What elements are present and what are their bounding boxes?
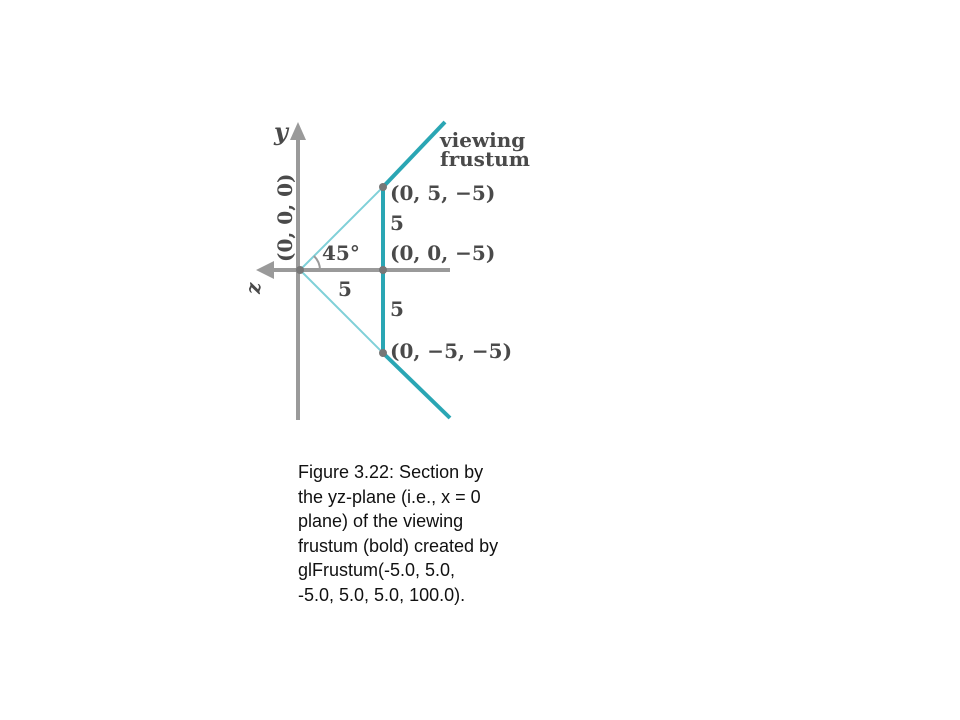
frustum-section-diagram — [240, 110, 560, 430]
angle-label: 45° — [322, 241, 360, 265]
angle-arc — [314, 256, 320, 270]
mid-point-label: (0, 0, −5) — [390, 241, 496, 265]
caption-line: glFrustum(-5.0, 5.0, — [298, 560, 456, 580]
horizontal-length-label: 5 — [338, 277, 352, 301]
origin-label: (0, 0, 0) — [273, 173, 297, 262]
top-point — [379, 183, 387, 191]
caption-line: Figure 3.22: Section by — [298, 462, 484, 482]
caption-line: the yz-plane (i.e., x = 0 — [298, 486, 481, 507]
frustum-label-line2: frustum — [440, 147, 530, 171]
bottom-point — [379, 349, 387, 357]
z-axis-label: z — [241, 282, 265, 294]
caption-line: frustum (bold) created by — [298, 535, 499, 556]
frustum-upper-bold-edge — [383, 122, 445, 187]
mid-point — [379, 266, 387, 274]
caption-line: -5.0, 5.0, 5.0, 100.0). — [298, 584, 466, 605]
lower-length-label: 5 — [390, 297, 404, 321]
bottom-point-label: (0, −5, −5) — [390, 339, 513, 363]
caption-line: plane) of the viewing — [298, 511, 464, 531]
y-axis-label: y — [274, 117, 288, 146]
top-point-label: (0, 5, −5) — [390, 181, 496, 205]
frustum-label-line1: viewing — [440, 128, 526, 152]
y-axis-arrowhead — [290, 122, 306, 140]
upper-length-label: 5 — [390, 211, 404, 235]
origin-point — [296, 266, 304, 274]
figure-caption — [298, 460, 568, 607]
z-axis-arrowhead — [256, 261, 274, 279]
